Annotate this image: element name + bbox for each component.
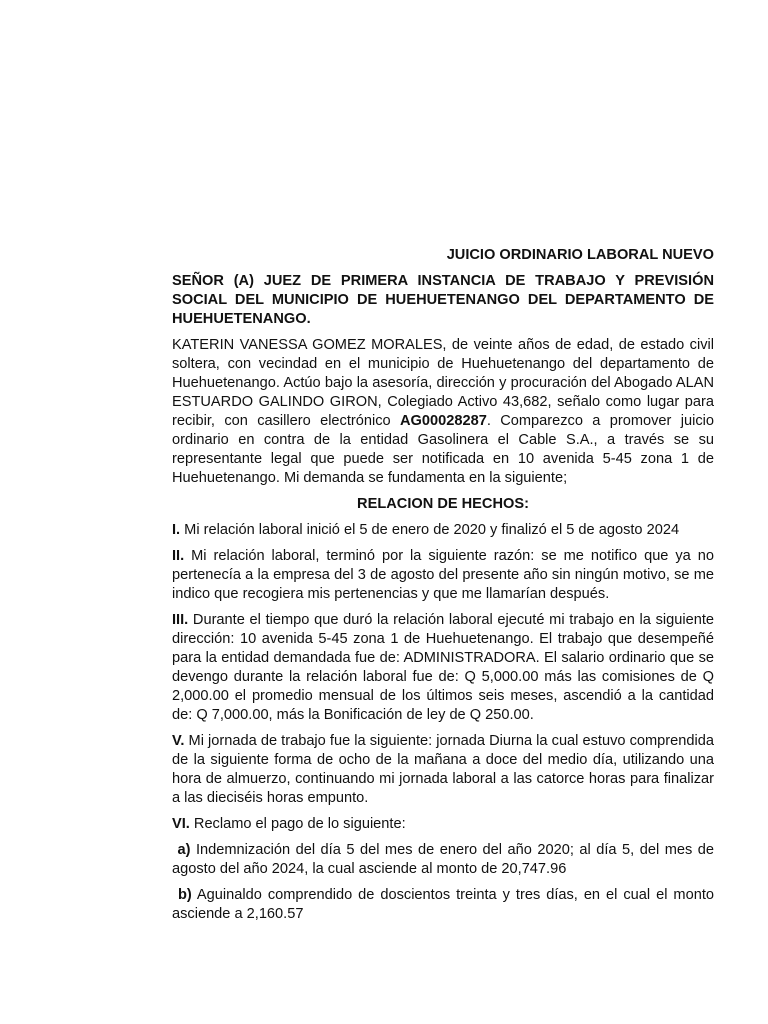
fact-item (172, 732, 714, 808)
fact-label: VI. (172, 816, 190, 832)
section-title: RELACION DE HECHOS: (357, 496, 529, 512)
document-title: JUICIO ORDINARIO LABORAL NUEVO (446, 247, 714, 263)
claim-item (172, 841, 714, 879)
casillero-number: AG00028287 (400, 413, 487, 429)
intro-text-after: . Comparezco a promover juicio ordinario en contra de la entidad Gasolinera el Cable S.A., a través se su representante legal que puede ser notificada en 10 avenida 5-45 zona 1 de Huehuetenango. Mi demanda se fundamenta en la siguiente; (172, 413, 714, 486)
fact-label: II. (172, 548, 185, 564)
addressee-heading: SEÑOR (A) JUEZ DE PRIMERA INSTANCIA DE TRABAJO Y PREVISIÓN SOCIAL DEL MUNICIPIO DE HUEHUETENANGO DEL DEPARTAMENTO DE HUEHUETENANGO. (172, 273, 714, 327)
fact-text: Mi jornada de trabajo fue la siguiente: jornada Diurna la cual estuvo comprendida de la siguiente forma de ocho de la mañana a doce del medio día, utilizando una hora de almuerzo, continuando mi jornada laboral a las catorce horas para finalizar a las dieciséis horas empunto. (172, 733, 714, 806)
claim-label: a) (177, 842, 191, 858)
fact-item (172, 521, 714, 540)
intro-paragraph (172, 336, 714, 488)
fact-label: III. (172, 612, 189, 628)
intro-text-before: KATERIN VANESSA GOMEZ MORALES, de veinte años de edad, de estado civil soltera, con vecindad en el municipio de Huehuetenango del departamento de Huehuetenango. Actúo bajo la asesoría, dirección y procuración del Abogado ALAN ESTUARDO GALINDO GIRON, Colegiado Activo 43,682, señalo como lugar para recibir, con casillero electrónico (172, 337, 714, 429)
claim-item (172, 886, 714, 924)
fact-label: V. (172, 733, 185, 749)
fact-label: I. (172, 522, 181, 538)
fact-text: Reclamo el pago de lo siguiente: (189, 816, 406, 832)
fact-item (172, 547, 714, 604)
fact-item (172, 611, 714, 725)
fact-text: Mi relación laboral inició el 5 de enero de 2020 y finalizó el 5 de agosto 2024 (180, 522, 680, 538)
document-body (172, 246, 714, 931)
fact-item (172, 815, 714, 834)
claim-text: Aguinaldo comprendido de doscientos treinta y tres días, en el cual el monto asciende a 2,160.57 (172, 887, 714, 922)
claim-text: Indemnización del día 5 del mes de enero del año 2020; al día 5, del mes de agosto del año 2024, la cual asciende al monto de 20,747.96 (172, 842, 714, 877)
fact-text: Mi relación laboral, terminó por la siguiente razón: se me notifico que ya no pertenecía a la empresa del 3 de agosto del presente año sin ningún motivo, se me indico que recogiera mis pertenencias y que me llamarían después. (172, 548, 714, 602)
claim-label: b) (177, 887, 192, 903)
fact-text: Durante el tiempo que duró la relación laboral ejecuté mi trabajo en la siguiente dirección: 10 avenida 5-45 zona 1 de Huehuetenango. El trabajo que desempeñé para la entidad demandada fue de: ADMINISTRADORA. El salario ordinario que se devengo durante la relación laboral fue de: Q 5,000.00 más las comisiones de Q 2,000.00 el promedio mensual de los últimos seis meses, ascendió a la cantidad de: Q 7,000.00, más la Bonificación de ley de Q 250.00. (172, 612, 714, 723)
